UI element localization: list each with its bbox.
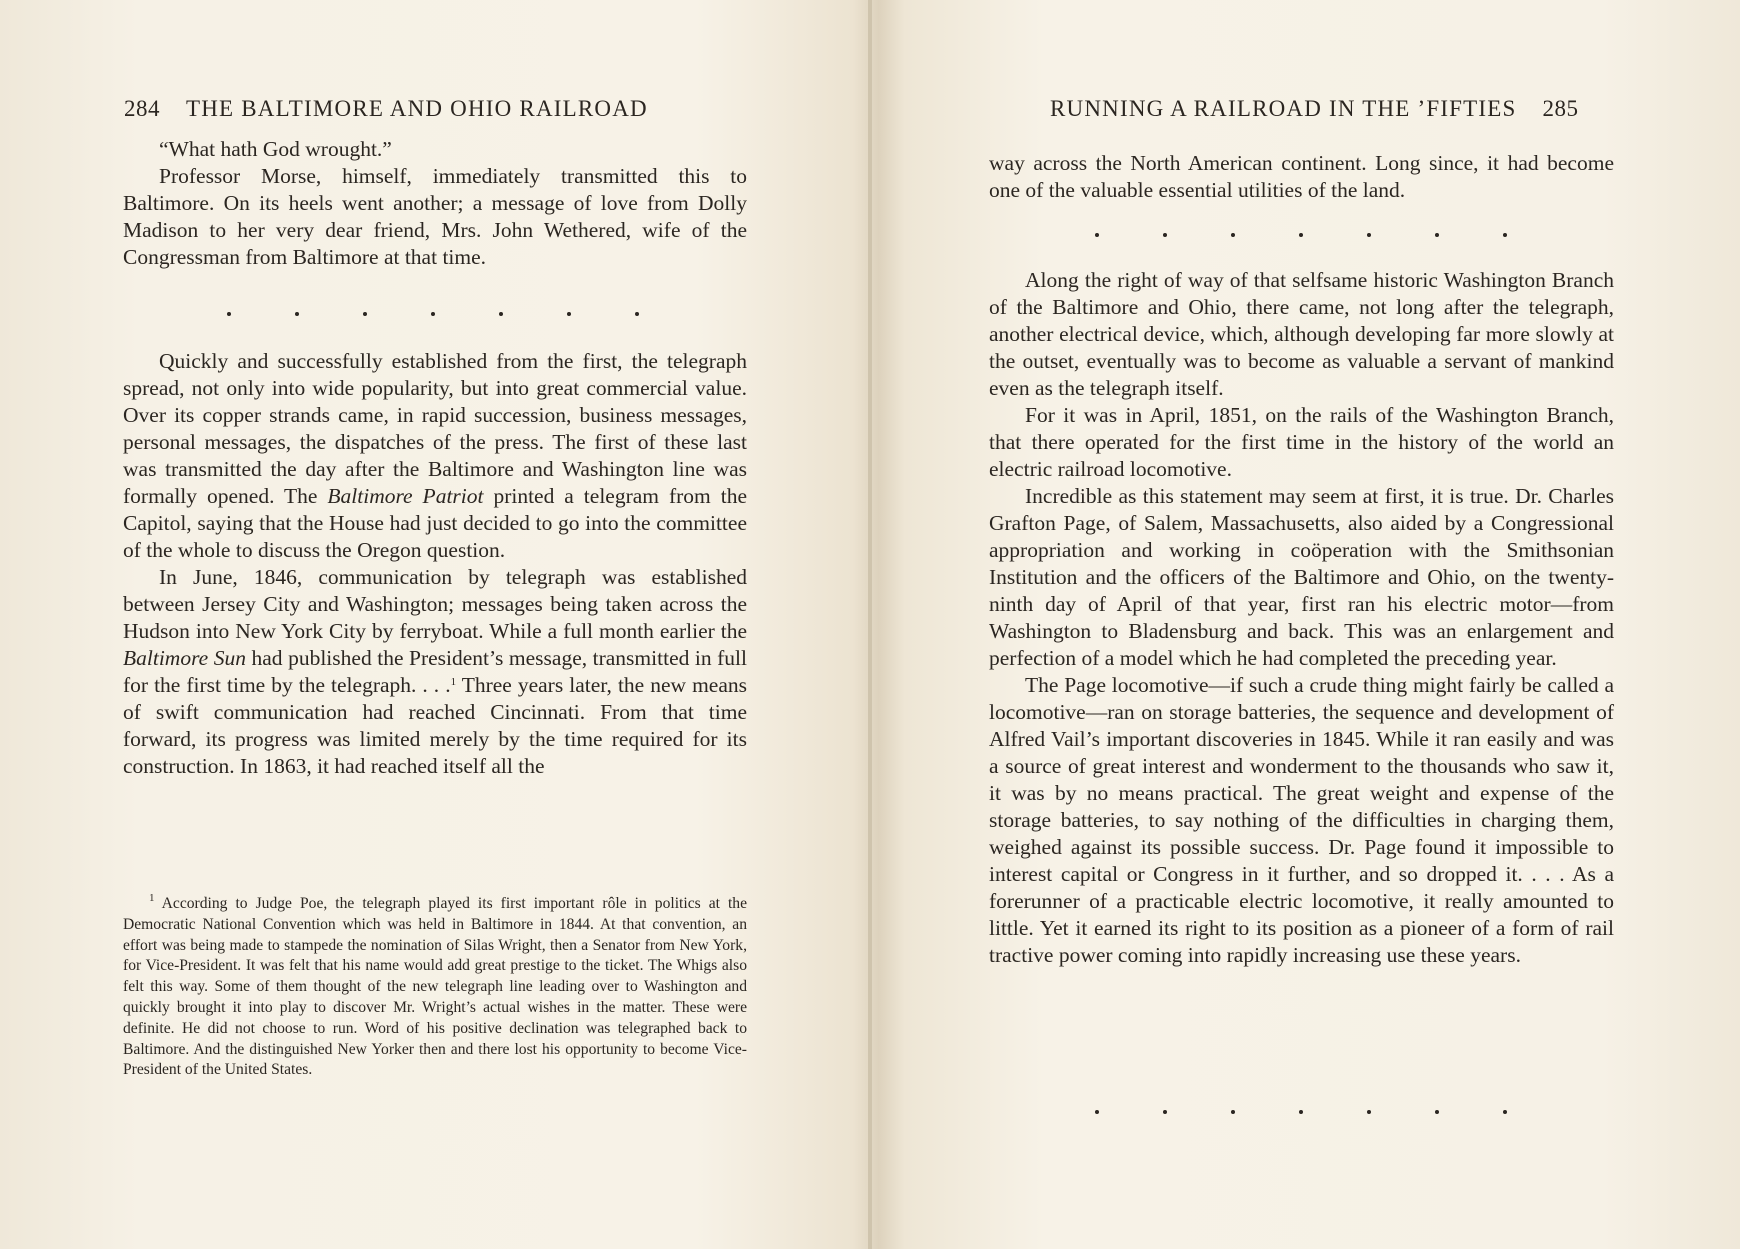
left-running-head-title: THE BALTIMORE AND OHIO RAILROAD xyxy=(186,96,648,121)
body-paragraph: For it was in April, 1851, on the rails of the Washington Branch, that there operated for the first time in the history of the world an electric railroad locomotive. xyxy=(989,403,1614,481)
right-running-header xyxy=(1050,96,1579,122)
body-paragraph: The Page locomotive—if such a crude thing might fairly be called a locomotive—ran on storage batteries, the sequence and development of Alfred Vail’s important discoveries in 1845. While it ran easily and was a source of great interest and wonderment to the thousands who saw it, it was by no means practical. The great weight and expense of the storage batteries, to say nothing of the difficulties in charging them, weighed against its possible success. Dr. Page found it impossible to interest capital or Congress in it further, and so dropped it. . . . As a forerunner of a practicable electric locomotive, it really amounted to little. Yet it earned its right to its position as a pioneer of a form of rail tractive power coming into rapidly increasing use these years. xyxy=(989,673,1614,967)
italic-title: Baltimore Sun xyxy=(123,646,246,670)
section-break-dots xyxy=(1095,229,1515,241)
right-running-head-title: RUNNING A RAILROAD IN THE ’FIFTIES xyxy=(1050,96,1517,121)
footnote-text: According to Judge Poe, the telegraph played its first important rôle in politics at the Democratic National Convention which was held in Baltimore in 1844. At that convention, an effort was being made to stampede the nomination of Silas Wright, then a Senator from New York, for Vice-President. It was felt that his name would add great prestige to the ticket. The Whigs also felt this way. Some of them thought of the new telegraph line leading over to Washington and quickly brought it into play to discover Mr. Wright’s actual wishes in the matter. These were definite. He did not choose to run. Word of his positive declination was telegraphed back to Baltimore. And the distinguished New Yorker then and there lost his opportunity to become Vice-President of the United States. xyxy=(123,895,747,1079)
body-paragraph: Quickly and successfully established from the first, the telegraph spread, not only into wide popularity, but into great commercial value. Over its copper strands came, in rapid succession, business messages, personal messages, the dispatches of the press. The first of these last was transmitted the day after the Baltimore and Washington line was formally opened. The Baltimore Patriot printed a telegram from the Capitol, saying that the House had just decided to go into the committee of the whole to discuss the Oregon question. xyxy=(123,349,747,562)
left-text-block-2 xyxy=(123,348,747,780)
body-paragraph: Incredible as this statement may seem at first, it is true. Dr. Charles Grafton Page, of Salem, Massachusetts, also aided by a Congressional appropriation and working in coöperation with the Smithsonian Institution and the officers of the Baltimore and Ohio, on the twenty-ninth day of April of that year, first ran his electric motor—from Washington to Bladensburg and back. This was an enlargement and perfection of a model which he had completed the preceding year. xyxy=(989,484,1614,670)
body-paragraph: Along the right of way of that selfsame historic Washington Branch of the Baltimore and Ohio, there came, not long after the telegraph, another electrical device, which, although developing far more slowly at the outset, eventually was to become as valuable a servant of mankind even as the telegraph itself. xyxy=(989,268,1614,400)
right-page xyxy=(872,0,1740,1249)
body-paragraph: In June, 1846, communication by telegraph was established between Jersey City and Washington; messages being taken across the Hudson into New York City by ferryboat. While a full month earlier the Baltimore Sun had published the President’s message, transmitted in full for the first time by the telegraph. . . .$^1$ Three years later, the new means of swift communication had reached Cincinnati. From that time forward, its progress was limited merely by the time required for its construction. In 1863, it had reached itself all the xyxy=(123,565,747,778)
body-paragraph: Professor Morse, himself, immediately transmitted this to Baltimore. On its heels went another; a message of love from Dolly Madison to her very dear friend, Mrs. John Wethered, wife of the Congressman from Baltimore at that time. xyxy=(123,164,747,269)
continued-paragraph: way across the North American continent. Long since, it had become one of the valuable essential utilities of the land. xyxy=(989,151,1614,202)
right-page-number: 285 xyxy=(1542,96,1579,121)
left-text-block-1 xyxy=(123,136,747,271)
footnote xyxy=(123,894,747,1081)
left-page-number: 284 xyxy=(124,96,160,121)
section-break-dots xyxy=(1095,1106,1515,1118)
footnote-reference: 1 xyxy=(450,676,457,688)
italic-title: Baltimore Patriot xyxy=(327,484,484,508)
left-page xyxy=(0,0,868,1249)
left-running-header xyxy=(124,96,648,122)
quote-paragraph: “What hath God wrought.” xyxy=(159,137,392,161)
section-break-dots xyxy=(227,308,647,320)
right-text-block-1 xyxy=(989,150,1614,204)
footnote-marker: 1 xyxy=(149,892,155,904)
right-text-block-2 xyxy=(989,267,1614,969)
